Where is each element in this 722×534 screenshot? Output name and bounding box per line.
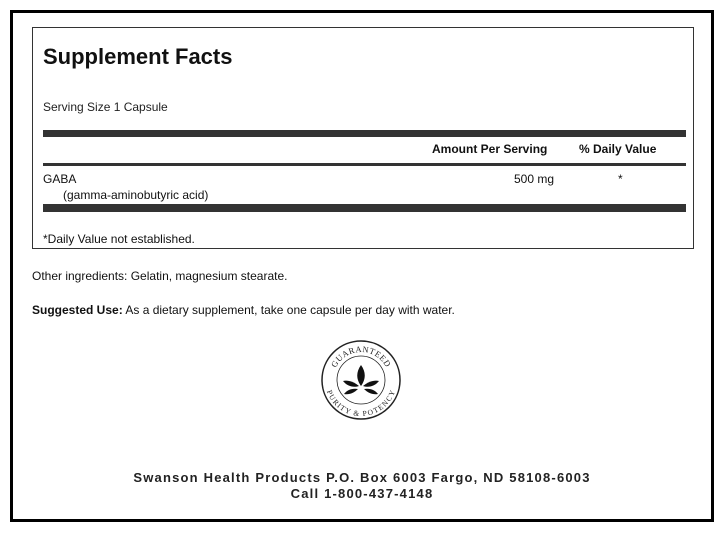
- seal-top-text: GUARANTEED: [328, 343, 394, 369]
- daily-value-footnote: *Daily Value not established.: [43, 232, 195, 246]
- suggested-use-text: As a dietary supplement, take one capsule per day with water.: [125, 303, 455, 317]
- supplement-facts-panel: [32, 27, 694, 249]
- ingredient-name: GABA: [43, 172, 77, 186]
- other-ingredients: Other ingredients: Gelatin, magnesium stearate.: [32, 269, 288, 283]
- divider-medium: [43, 163, 686, 166]
- company-phone: Call 1-800-437-4148: [290, 486, 434, 501]
- header-daily-value: % Daily Value: [579, 142, 657, 156]
- facts-title: Supplement Facts: [43, 44, 233, 69]
- suggested-use: [32, 303, 455, 317]
- seal-bottom-text: PURITY & POTENCY: [325, 388, 397, 418]
- suggested-use-label: Suggested Use:: [32, 303, 123, 317]
- serving-size: Serving Size 1 Capsule: [43, 100, 168, 114]
- label-frame: [10, 10, 714, 522]
- guaranteed-purity-seal-icon: [320, 339, 402, 421]
- divider-thick: [43, 130, 686, 137]
- ingredient-daily-value: *: [618, 172, 623, 186]
- divider-thick-bottom: [43, 204, 686, 212]
- header-amount-per-serving: Amount Per Serving: [432, 142, 548, 156]
- company-address: Swanson Health Products P.O. Box 6003 Fargo, ND 58108-6003: [133, 470, 591, 485]
- ingredient-amount: 500 mg: [514, 172, 555, 186]
- ingredient-subname: (gamma-aminobutyric acid): [63, 188, 209, 202]
